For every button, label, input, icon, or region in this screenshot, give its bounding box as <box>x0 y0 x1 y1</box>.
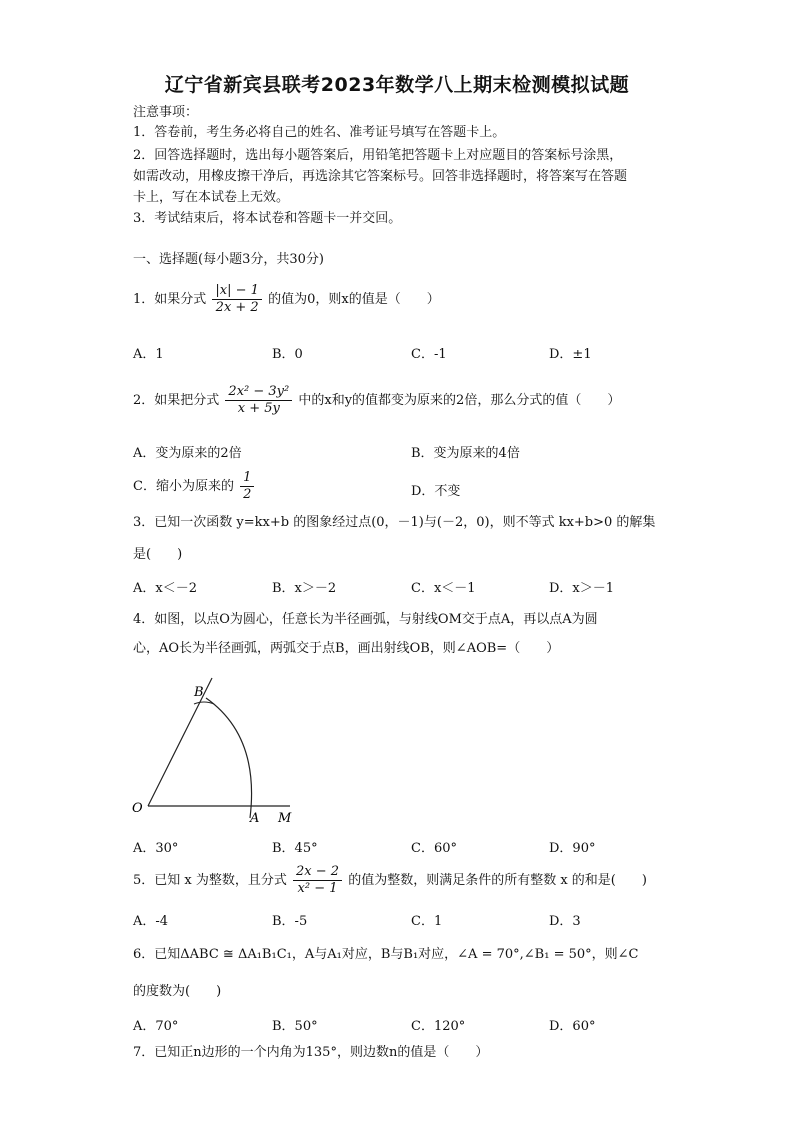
q2-option-b[interactable]: B．变为原来的4倍 <box>411 446 520 461</box>
label-m: M <box>278 811 292 826</box>
fraction-numerator: 1 <box>240 470 254 487</box>
q5-option-b[interactable]: B．-5 <box>272 914 308 929</box>
label-b: B <box>194 685 204 700</box>
q6-option-d[interactable]: D．60° <box>549 1019 596 1034</box>
notice-item: 卡上，写在本试卷上无效。 <box>133 190 290 205</box>
q4-option-a[interactable]: A．30° <box>133 841 179 856</box>
question-1-prefix: 1．如果分式 <box>133 292 207 307</box>
q2-option-c[interactable] <box>133 470 256 504</box>
question-1 <box>133 283 440 317</box>
arc-from-a <box>206 698 252 818</box>
question-6-line-1: 6．已知ΔABC ≅ ΔA₁B₁C₁，A与A₁对应，B与B₁对应，∠A = 70°,∠B₁ = 50°，则∠C <box>133 947 639 962</box>
fraction-denominator: x + 5y <box>237 401 280 416</box>
fraction-numerator: 2x² − 3y² <box>225 384 292 401</box>
q5-option-d[interactable]: D．3 <box>549 914 581 929</box>
notice-item: 如需改动，用橡皮擦干净后，再选涂其它答案标号。回答非选择题时，将答案写在答题 <box>133 169 628 184</box>
question-2-prefix: 2．如果把分式 <box>133 393 220 408</box>
q2-option-d[interactable]: D．不变 <box>411 484 461 499</box>
q4-option-b[interactable]: B．45° <box>272 841 318 856</box>
label-a: A <box>250 811 260 826</box>
q5-option-c[interactable]: C．1 <box>411 914 443 929</box>
notice-item: 2．回答选择题时，选出每小题答案后，用铅笔把答题卡上对应题目的答案标号涂黑， <box>133 148 623 163</box>
notice-item: 1．答卷前，考生务必将自己的姓名、准考证号填写在答题卡上。 <box>133 125 506 140</box>
q1-option-c[interactable]: C．-1 <box>411 347 447 362</box>
label-o: O <box>132 801 143 816</box>
q1-option-b[interactable]: B．0 <box>272 347 303 362</box>
section-heading: 一、选择题(每小题3分，共30分) <box>133 252 324 267</box>
geometry-figure <box>130 676 300 830</box>
q6-option-c[interactable]: C．120° <box>411 1019 466 1034</box>
fraction-denominator: x² − 1 <box>297 881 338 896</box>
fraction-denominator: 2 <box>243 487 252 502</box>
notice-item: 3．考试结束后，将本试卷和答题卡一并交回。 <box>133 211 402 226</box>
question-3-line-1: 3．已知一次函数 y=kx+b 的图象经过点(0，－1)与(－2，0)，则不等式 kx+b>0 的解集 <box>133 515 656 530</box>
fraction-numerator: 2x − 2 <box>293 864 342 881</box>
question-5-fraction <box>293 864 342 897</box>
question-1-fraction <box>212 283 262 316</box>
q3-option-b[interactable]: B．x＞－2 <box>272 581 337 596</box>
fraction-denominator: 2x + 2 <box>215 300 259 315</box>
question-6-line-2: 的度数为( ) <box>133 984 222 999</box>
question-4-line-1: 4．如图，以点O为圆心，任意长为半径画弧，与射线OM交于点A，再以点A为圆 <box>133 612 598 627</box>
page-title: 辽宁省新宾县联考2023年数学八上期末检测模拟试题 <box>164 74 630 96</box>
question-1-suffix: 的值为0，则x的值是（ ） <box>268 292 440 307</box>
question-7-line-1: 7．已知正n边形的一个内角为135°，则边数n的值是（ ） <box>133 1045 489 1060</box>
question-4-line-2: 心，AO长为半径画弧，两弧交于点B，画出射线OB，则∠AOB=（ ） <box>133 641 560 656</box>
construction-diagram <box>130 676 300 826</box>
q6-option-b[interactable]: B．50° <box>272 1019 318 1034</box>
q4-option-c[interactable]: C．60° <box>411 841 457 856</box>
question-5 <box>133 864 647 898</box>
q4-option-d[interactable]: D．90° <box>549 841 596 856</box>
q6-option-a[interactable]: A．70° <box>133 1019 179 1034</box>
q3-option-c[interactable]: C．x＜－1 <box>411 581 476 596</box>
q5-option-a[interactable]: A．-4 <box>133 914 169 929</box>
q1-option-d[interactable]: D．±1 <box>549 347 592 362</box>
q2-option-c-label: C．缩小为原来的 <box>133 479 234 494</box>
question-2-fraction <box>225 384 292 417</box>
notice-heading: 注意事项： <box>133 105 199 120</box>
q3-option-d[interactable]: D．x＞－1 <box>549 581 615 596</box>
fraction-numerator: |x| − 1 <box>212 283 262 300</box>
q3-option-a[interactable]: A．x＜－2 <box>133 581 197 596</box>
question-3-line-2: 是( ) <box>133 547 183 562</box>
q1-option-a[interactable]: A．1 <box>133 347 164 362</box>
question-5-suffix: 的值为整数，则满足条件的所有整数 x 的和是( ) <box>348 873 647 888</box>
question-2-suffix: 中的x和y的值都变为原来的2倍，那么分式的值（ ） <box>298 393 621 408</box>
q2-option-c-fraction <box>240 470 254 503</box>
question-2 <box>133 384 620 418</box>
question-5-prefix: 5．已知 x 为整数，且分式 <box>133 873 287 888</box>
q2-option-a[interactable]: A．变为原来的2倍 <box>133 446 242 461</box>
